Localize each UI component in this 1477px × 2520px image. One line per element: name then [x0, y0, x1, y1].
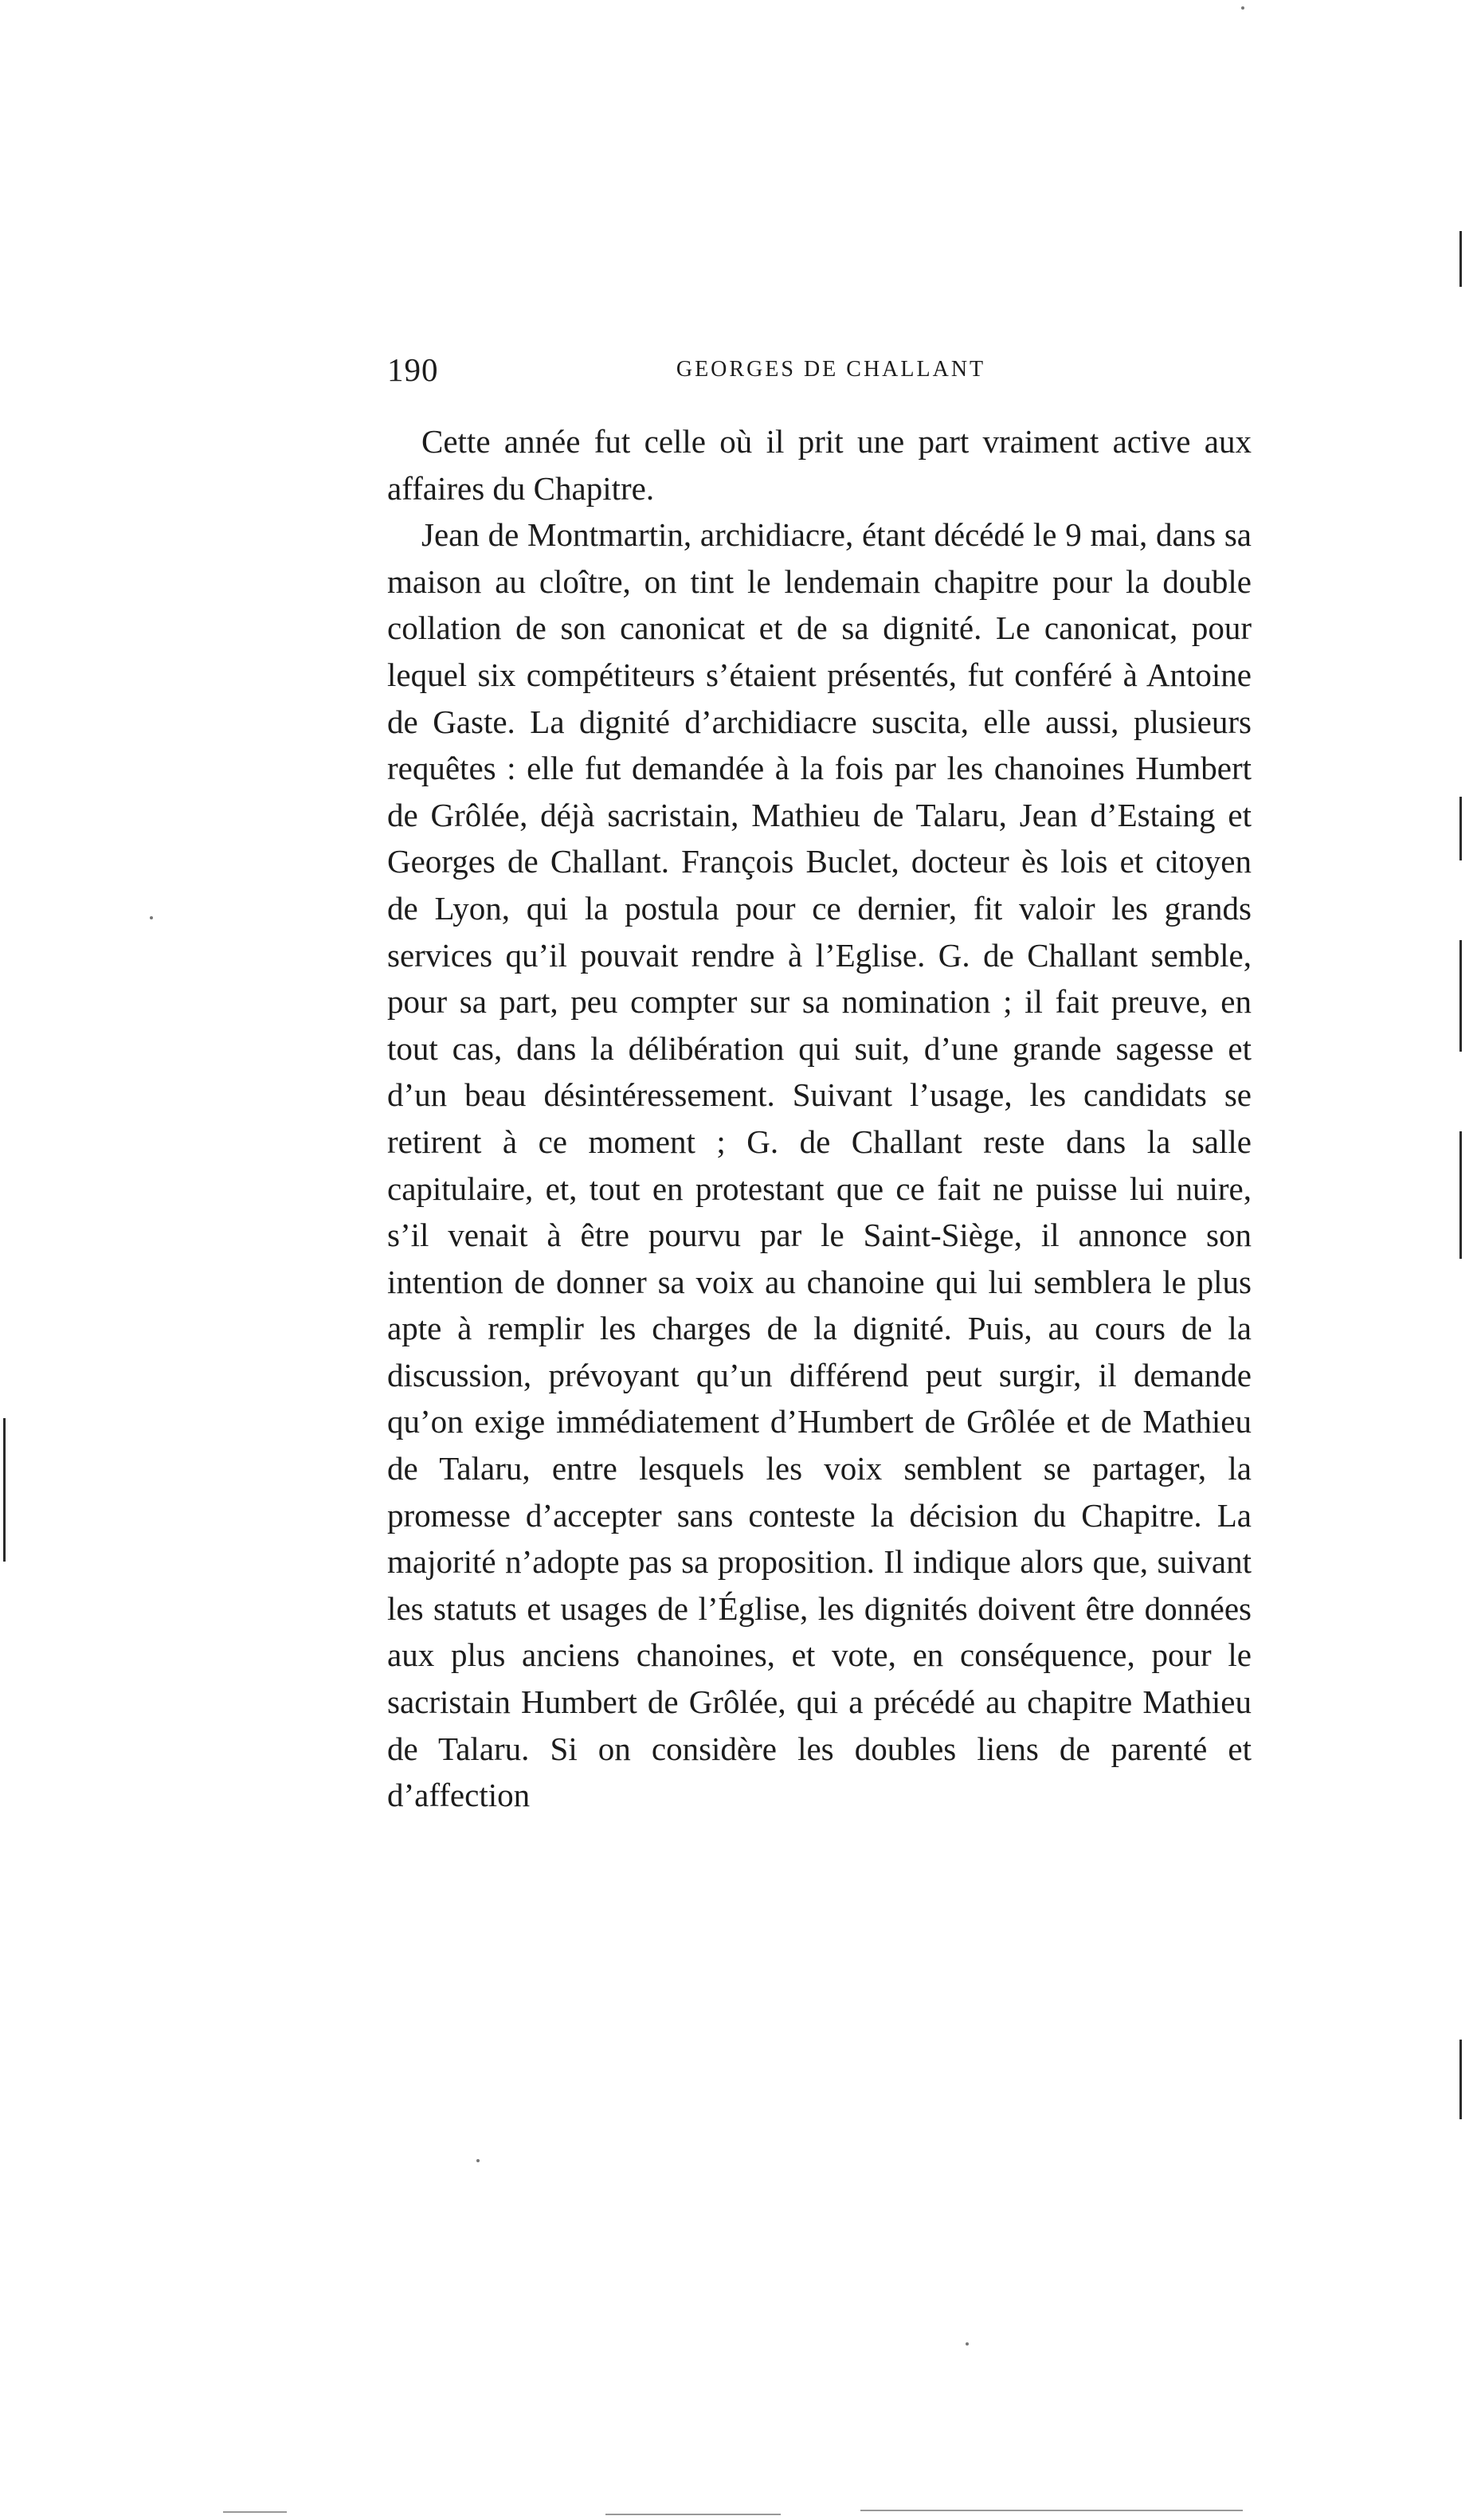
scan-edge-mark — [1459, 797, 1462, 860]
scan-speck — [150, 916, 153, 919]
scan-edge-mark — [1459, 1131, 1462, 1259]
body-text — [387, 418, 1252, 1819]
paragraph: Jean de Montmartin, archidiacre, étant décédé le 9 mai, dans sa maison au cloître, on tint le lendemain chapitre pour la double collation de son canonicat et de sa dignité. Le canonicat, pour lequel six compétiteurs s’étaient présentés, fut conféré à Antoine de Gaste. La dignité d’archidiacre suscita, elle aussi, plusieurs requêtes : elle fut demandée à la fois par les chanoines Humbert de Grôlée, déjà sacristain, Mathieu de Talaru, Jean d’Estaing et Georges de Challant. François Buclet, docteur ès lois et citoyen de Lyon, qui la postula pour ce dernier, fit valoir les grands services qu’il pouvait rendre à l’Eglise. G. de Challant semble, pour sa part, peu compter sur sa nomination ; il fait preuve, en tout cas, dans la délibération qui suit, d’une grande sagesse et d’un beau désintéressement. Suivant l’usage, les candidats se retirent à ce moment ; G. de Challant reste dans la salle capitulaire, et, tout en protestant que ce fait ne puisse lui nuire, s’il venait à être pourvu par le Saint-Siège, il annonce son intention de donner sa voix au chanoine qui lui semblera le plus apte à remplir les charges de la dignité. Puis, au cours de la discussion, prévoyant qu’un différend peut surgir, il demande qu’on exige immédiatement d’Humbert de Grôlée et de Mathieu de Talaru, entre lesquels les voix semblent se partager, la promesse d’accepter sans conteste la décision du Chapitre. La majorité n’adopte pas sa proposition. Il indique alors que, suivant les statuts et usages de l’Église, les dignités doivent être données aux plus anciens chanoines, et vote, en conséquence, pour le sacristain Humbert de Grôlée, qui a précédé au chapitre Mathieu de Talaru. Si on considère les doubles liens de parenté et d’affection — [387, 516, 1252, 1814]
running-title: GEORGES DE CHALLANT — [676, 357, 986, 382]
scan-edge-dash — [223, 2511, 287, 2513]
scan-edge-dash — [860, 2510, 1243, 2511]
scan-speck — [476, 2159, 480, 2162]
scan-speck — [966, 2342, 969, 2346]
scan-edge-mark — [3, 1418, 6, 1562]
page-number: 190 — [387, 351, 439, 388]
scan-edge-mark — [1459, 231, 1462, 287]
running-head — [387, 351, 1227, 398]
paragraph: Cette année fut celle où il prit une part vraiment active aux affaires du Chapitre. — [387, 423, 1252, 507]
scan-edge-mark — [1459, 2040, 1462, 2119]
scan-edge-mark — [1459, 940, 1462, 1052]
scan-edge-dash — [605, 2514, 781, 2515]
scan-speck — [1241, 6, 1244, 10]
